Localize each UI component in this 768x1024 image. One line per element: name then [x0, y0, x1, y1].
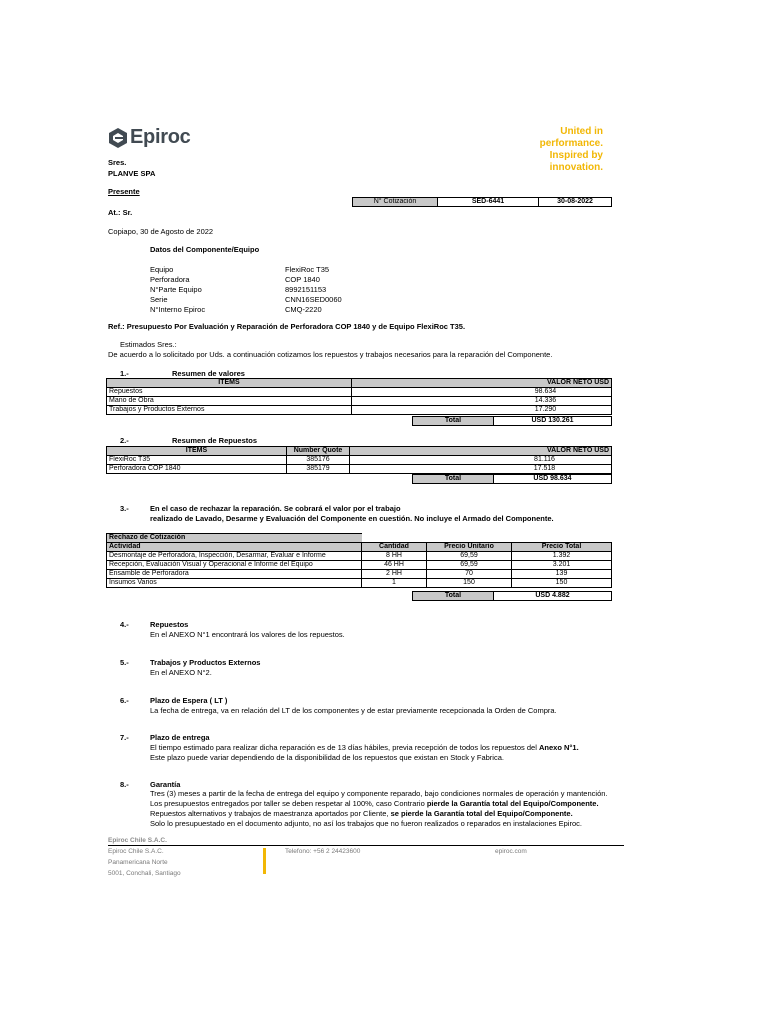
section2-title: Resumen de Repuestos — [172, 436, 258, 445]
table-row: FlexiRoc T35 385176 81.116 — [107, 456, 612, 465]
epiroc-logo — [108, 127, 208, 151]
parts-table — [106, 446, 612, 474]
section8-line4: Solo lo presupuestado en el documento adjunto, no así los trabajos que no fueron realizados o reparados en instalaciones Epiroc. — [150, 819, 582, 828]
section3-text1: En el caso de rechazar la reparación. Se cobrará el valor por el trabajo — [150, 504, 401, 513]
intro-text: De acuerdo a lo solicitado por Uds. a continuación cotizamos los repuestos y trabajos necesarios para la reparación del Componente. — [108, 350, 553, 359]
table-row: Ensamble de Perforadora 2 HH 70 139 — [107, 570, 612, 579]
col-value: VALOR NETO USD — [350, 447, 612, 456]
recipient-label: Sres. — [108, 158, 127, 167]
section7-title: Plazo de entrega — [150, 733, 210, 742]
table-row: Recepción, Evaluación Visual y Operacional e Informe del Equipo 46 HH 69,59 3.201 — [107, 561, 612, 570]
table-row: Trabajos y Productos Externos 17.290 — [107, 406, 612, 415]
footer-phone: Telefono: +56 2 24423600 — [285, 848, 361, 855]
col-activity: Actividad — [107, 543, 362, 552]
component-data: Equipo FlexiRoc T35 Perforadora COP 1840 N°Parte Equipo 8992151153 Serie CNN16SED0060 N°Interno Epiroc CMQ-2220 — [150, 265, 342, 314]
col-quote: Number Quote — [287, 447, 350, 456]
reference-line: Ref.: Presupuesto Por Evaluación y Reparación de Perforadora COP 1840 y de Equipo FlexiRoc T35. — [108, 322, 466, 331]
section6-title: Plazo de Espera ( LT ) — [150, 696, 228, 705]
parts-total: Total USD 98.634 — [412, 474, 612, 484]
footer-address: Epiroc Chile S.A.C. Panamericana Norte 5001, Conchali, Santiago — [108, 848, 181, 877]
footer-yellow-bar — [263, 848, 266, 874]
col-value: VALOR NETO USD — [352, 379, 612, 388]
section8-title: Garantía — [150, 780, 181, 789]
section5-number: 5.- — [120, 658, 129, 667]
epiroc-logo-icon — [108, 127, 128, 149]
col-qty: Cantidad — [362, 543, 427, 552]
section8-line3: Repuestos alternativos y trabajos de maestranza aportados por Cliente, se pierde la Garantía total del Equipo/Componente. — [150, 809, 573, 818]
quote-label: N° Cotización — [353, 198, 438, 207]
section7-text2: Este plazo puede variar dependiendo de la disponibilidad de los repuestos que existan en Stock y Fabrica. — [150, 753, 504, 762]
footer-company-bold: Epiroc Chile S.A.C. — [108, 837, 167, 844]
presente-label: Presente — [108, 187, 140, 196]
footer-web: epiroc.com — [495, 848, 527, 855]
section1-title: Resumen de valores — [172, 369, 245, 378]
logo-text: Epiroc — [130, 126, 191, 148]
section4-number: 4.- — [120, 620, 129, 629]
rejection-table — [106, 533, 612, 588]
section6-number: 6.- — [120, 696, 129, 705]
table-row: Perforadora COP 1840 385179 17.518 — [107, 465, 612, 474]
section8-line2: Los presupuestos entregados por taller se deben respetar al 100%, caso Contrario pierde la Garantía total del Equipo/Componente. — [150, 799, 599, 808]
rejection-total: Total USD 4.882 — [412, 591, 612, 601]
table-row: Desmontaje de Perforadora, Inspección, Desarmar, Evaluar e Informe 8 HH 69,59 1.392 — [107, 552, 612, 561]
table-row: Insumos Varios 1 150 150 — [107, 579, 612, 588]
component-title: Datos del Componente/Equipo — [150, 245, 260, 254]
attention-label: At.: Sr. — [108, 208, 133, 217]
col-unit: Precio Unitario — [427, 543, 512, 552]
section8-line1: Tres (3) meses a partir de la fecha de entrega del equipo y componente reparado, bajo condiciones normales de operación y mantención. — [150, 789, 608, 798]
section4-title: Repuestos — [150, 620, 189, 629]
section2-number: 2.- — [120, 436, 129, 445]
col-items: ITEMS — [107, 379, 352, 388]
footer-divider — [108, 845, 624, 846]
col-total: Precio Total — [512, 543, 612, 552]
col-items: ITEMS — [107, 447, 287, 456]
section7-number: 7.- — [120, 733, 129, 742]
place-date: Copiapo, 30 de Agosto de 2022 — [108, 227, 214, 236]
quote-number: SED-6441 — [438, 198, 539, 207]
summary-total — [412, 416, 612, 426]
quote-date: 30-08-2022 — [539, 198, 612, 207]
section8-number: 8.- — [120, 780, 129, 789]
total-label: Total — [413, 417, 494, 426]
section3-text2: realizado de Lavado, Desarme y Evaluación del Componente en cuestión. No incluye el Armado del Componente. — [150, 514, 554, 523]
table-row: Mano de Obra 14.336 — [107, 397, 612, 406]
greeting: Estimados Sres.: — [120, 340, 177, 349]
table-row: Repuestos 98.634 — [107, 388, 612, 397]
quote-number-table — [352, 197, 612, 207]
summary-table — [106, 378, 612, 415]
section7-text1: El tiempo estimado para realizar dicha reparación es de 13 días hábiles, previa recepción de todos los repuestos del Anexo N°1. — [150, 743, 579, 752]
section5-text: En el ANEXO N°2. — [150, 668, 212, 677]
total-value: USD 130.261 — [494, 417, 612, 426]
section5-title: Trabajos y Productos Externos — [150, 658, 261, 667]
section4-text: En el ANEXO N°1 encontrará los valores de los repuestos. — [150, 630, 345, 639]
rejection-title: Rechazo de Cotización — [107, 534, 362, 543]
section6-text: La fecha de entrega, va en relación del LT de los componentes y de estar previamente recepcionada la Orden de Compra. — [150, 706, 557, 715]
slogan: United in performance. Inspired by innovation. — [539, 126, 603, 173]
section1-number: 1.- — [120, 369, 129, 378]
recipient: PLANVE SPA — [108, 169, 156, 178]
section3-number: 3.- — [120, 504, 129, 513]
